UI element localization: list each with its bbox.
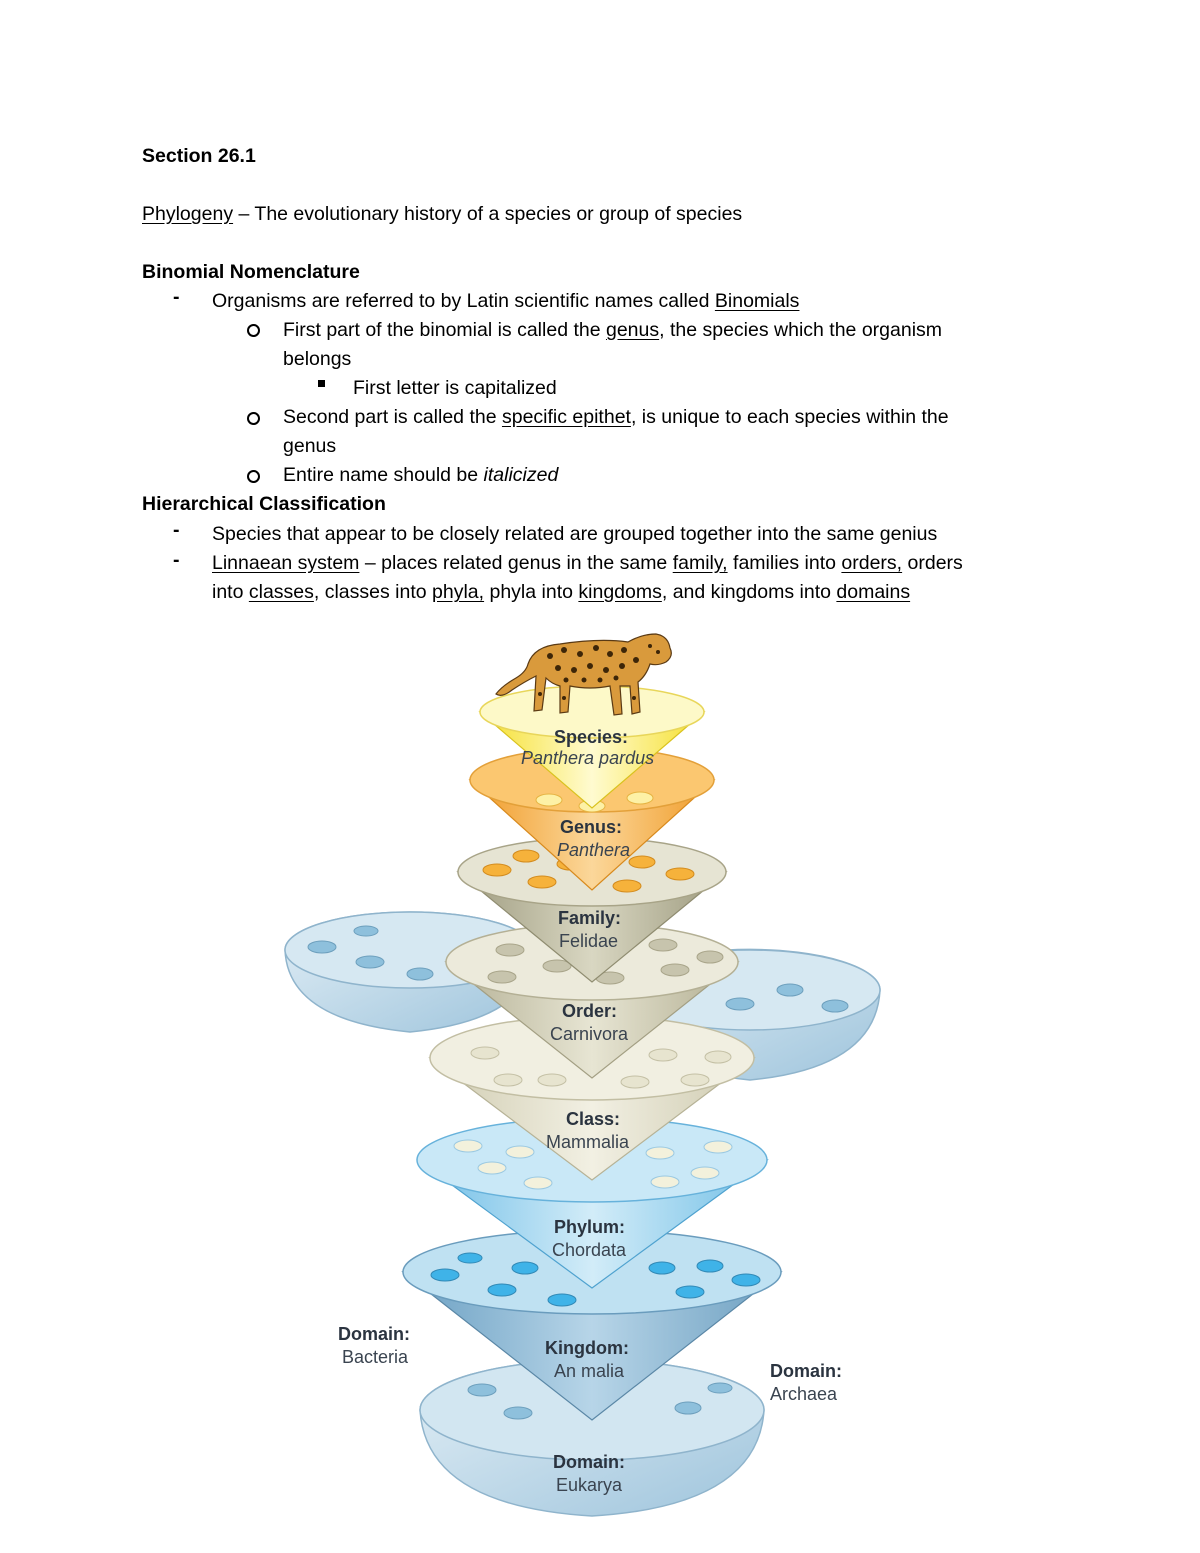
binomial-sub-1-cont: belongs <box>283 348 352 370</box>
sub-text: , the species which the organism <box>659 319 943 341</box>
classification-figure <box>270 620 920 1520</box>
domain-eukarya-label: Domain: <box>553 1452 625 1472</box>
hierarchical-bullet-2 <box>212 550 963 576</box>
bullet-text: – places related genus in the same <box>359 552 673 574</box>
bullet-text: orders <box>902 552 963 574</box>
binomial-heading: Binomial Nomenclature <box>142 261 360 283</box>
bullet-text: , and kingdoms into <box>661 581 837 603</box>
bullet-text: phyla into <box>484 581 579 603</box>
kingdom-name: An malia <box>554 1361 625 1381</box>
phylogeny-term: Phylogeny <box>142 203 234 225</box>
square-bullet <box>318 380 325 387</box>
class-label: Class: <box>566 1109 621 1129</box>
hierarchical-bullet-2-cont <box>212 579 910 605</box>
genus-term: genus <box>605 319 660 341</box>
phylum-name: Chordata <box>552 1240 627 1260</box>
bullet-text: Organisms are referred to by Latin scientific names called <box>212 290 715 312</box>
hierarchical-heading: Hierarchical Classification <box>142 493 386 515</box>
sub-text: Second part is called the <box>283 406 502 428</box>
domain-bacteria-label: Domain: <box>338 1324 410 1344</box>
family-name: Felidae <box>559 931 619 951</box>
orders-term: orders, <box>841 552 903 574</box>
binomial-sub-3 <box>283 462 558 488</box>
phylogeny-definition <box>142 201 742 227</box>
binomial-subsub-1: First letter is capitalized <box>353 377 557 399</box>
family-term: family, <box>672 552 728 574</box>
domain-archaea-label: Domain: <box>770 1361 842 1381</box>
order-name: Carnivora <box>550 1024 629 1044</box>
domains-term: domains <box>836 581 911 603</box>
binomial-bullet-1 <box>212 288 799 314</box>
kingdoms-term: kingdoms <box>578 581 662 603</box>
hierarchical-bullet-1: Species that appear to be closely related are grouped together into the same genius <box>212 523 938 545</box>
bullet-text: into <box>212 581 249 603</box>
dash-bullet: - <box>173 549 180 571</box>
binomial-sub-2-cont: genus <box>283 435 337 457</box>
specific-epithet-term: specific epithet <box>501 406 631 428</box>
order-label: Order: <box>562 1001 618 1021</box>
genus-label: Genus: <box>560 817 623 837</box>
dash-bullet: - <box>173 286 180 308</box>
family-label: Family: <box>558 908 622 928</box>
phylogeny-text: – The evolutionary history of a species or group of species <box>233 203 743 225</box>
domain-eukarya-name: Eukarya <box>556 1475 623 1495</box>
italicized-term: italicized <box>483 464 559 486</box>
circle-bullet <box>247 412 260 425</box>
circle-bullet <box>247 470 260 483</box>
sub-text: , is unique to each species within the <box>630 406 949 428</box>
class-name: Mammalia <box>546 1132 630 1152</box>
phylum-label: Phylum: <box>554 1217 626 1237</box>
dash-bullet: - <box>173 519 180 541</box>
linnaean-term: Linnaean system <box>212 552 360 574</box>
domain-bacteria-name: Bacteria <box>342 1347 409 1367</box>
sub-text: Entire name should be <box>283 464 484 486</box>
genus-name: Panthera <box>557 840 631 860</box>
binomial-sub-2 <box>283 404 949 430</box>
bullet-text: families into <box>727 552 842 574</box>
section-title: Section 26.1 <box>142 145 256 167</box>
sub-text: First part of the binomial is called the <box>283 319 606 341</box>
bullet-text: , classes into <box>313 581 433 603</box>
domain-archaea-name: Archaea <box>770 1384 838 1404</box>
classes-term: classes <box>248 581 314 603</box>
binomial-sub-1 <box>283 317 942 343</box>
phyla-term: phyla, <box>432 581 485 603</box>
binomials-term: Binomials <box>714 290 800 312</box>
species-name: Panthera pardus <box>521 748 655 768</box>
species-label: Species: <box>554 727 629 747</box>
kingdom-label: Kingdom: <box>545 1338 629 1358</box>
circle-bullet <box>247 324 260 337</box>
